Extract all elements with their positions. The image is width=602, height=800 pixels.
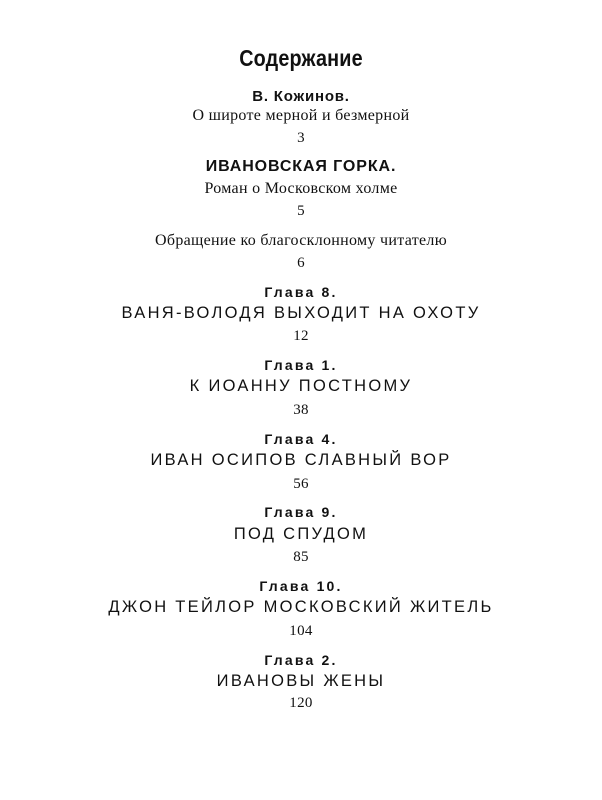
- novel-subtitle: Роман о Московском холме: [204, 180, 398, 197]
- chapter-page-number: 56: [293, 476, 309, 492]
- chapter-label: Глава 4.: [264, 431, 338, 447]
- chapter-label: Глава 2.: [264, 652, 338, 668]
- novel-title: ИВАНОВСКАЯ ГОРКА.: [205, 158, 397, 175]
- intro-page-number: 3: [297, 130, 305, 146]
- novel-page-number: 5: [297, 203, 305, 219]
- toc-heading: Содержание: [239, 45, 363, 71]
- chapter-page-number: 38: [293, 402, 309, 418]
- chapter-page-number: 12: [293, 328, 309, 344]
- address-title: Обращение ко благосклонному читателю: [155, 232, 447, 249]
- intro-title: О широте мерной и безмерной: [192, 107, 410, 124]
- chapter-label: Глава 8.: [264, 284, 338, 300]
- chapter-page-number: 85: [293, 549, 309, 565]
- chapter-title: ДЖОН ТЕЙЛОР МОСКОВСКИЙ ЖИТЕЛЬ: [108, 598, 494, 616]
- chapter-title: ИВАН ОСИПОВ СЛАВНЫЙ ВОР: [150, 451, 452, 469]
- chapter-title: ВАНЯ-ВОЛОДЯ ВЫХОДИТ НА ОХОТУ: [121, 304, 481, 322]
- address-page-number: 6: [297, 255, 305, 271]
- chapter-label: Глава 1.: [264, 357, 338, 373]
- chapter-page-number: 120: [289, 695, 313, 711]
- chapter-title: ИВАНОВЫ ЖЕНЫ: [216, 672, 386, 690]
- chapter-page-number: 104: [289, 623, 313, 639]
- chapter-title: ПОД СПУДОМ: [233, 525, 369, 543]
- chapter-title: К ИОАННУ ПОСТНОМУ: [189, 377, 413, 395]
- chapter-label: Глава 9.: [264, 504, 338, 520]
- chapter-label: Глава 10.: [259, 578, 343, 594]
- intro-author: В. Кожинов.: [252, 88, 350, 105]
